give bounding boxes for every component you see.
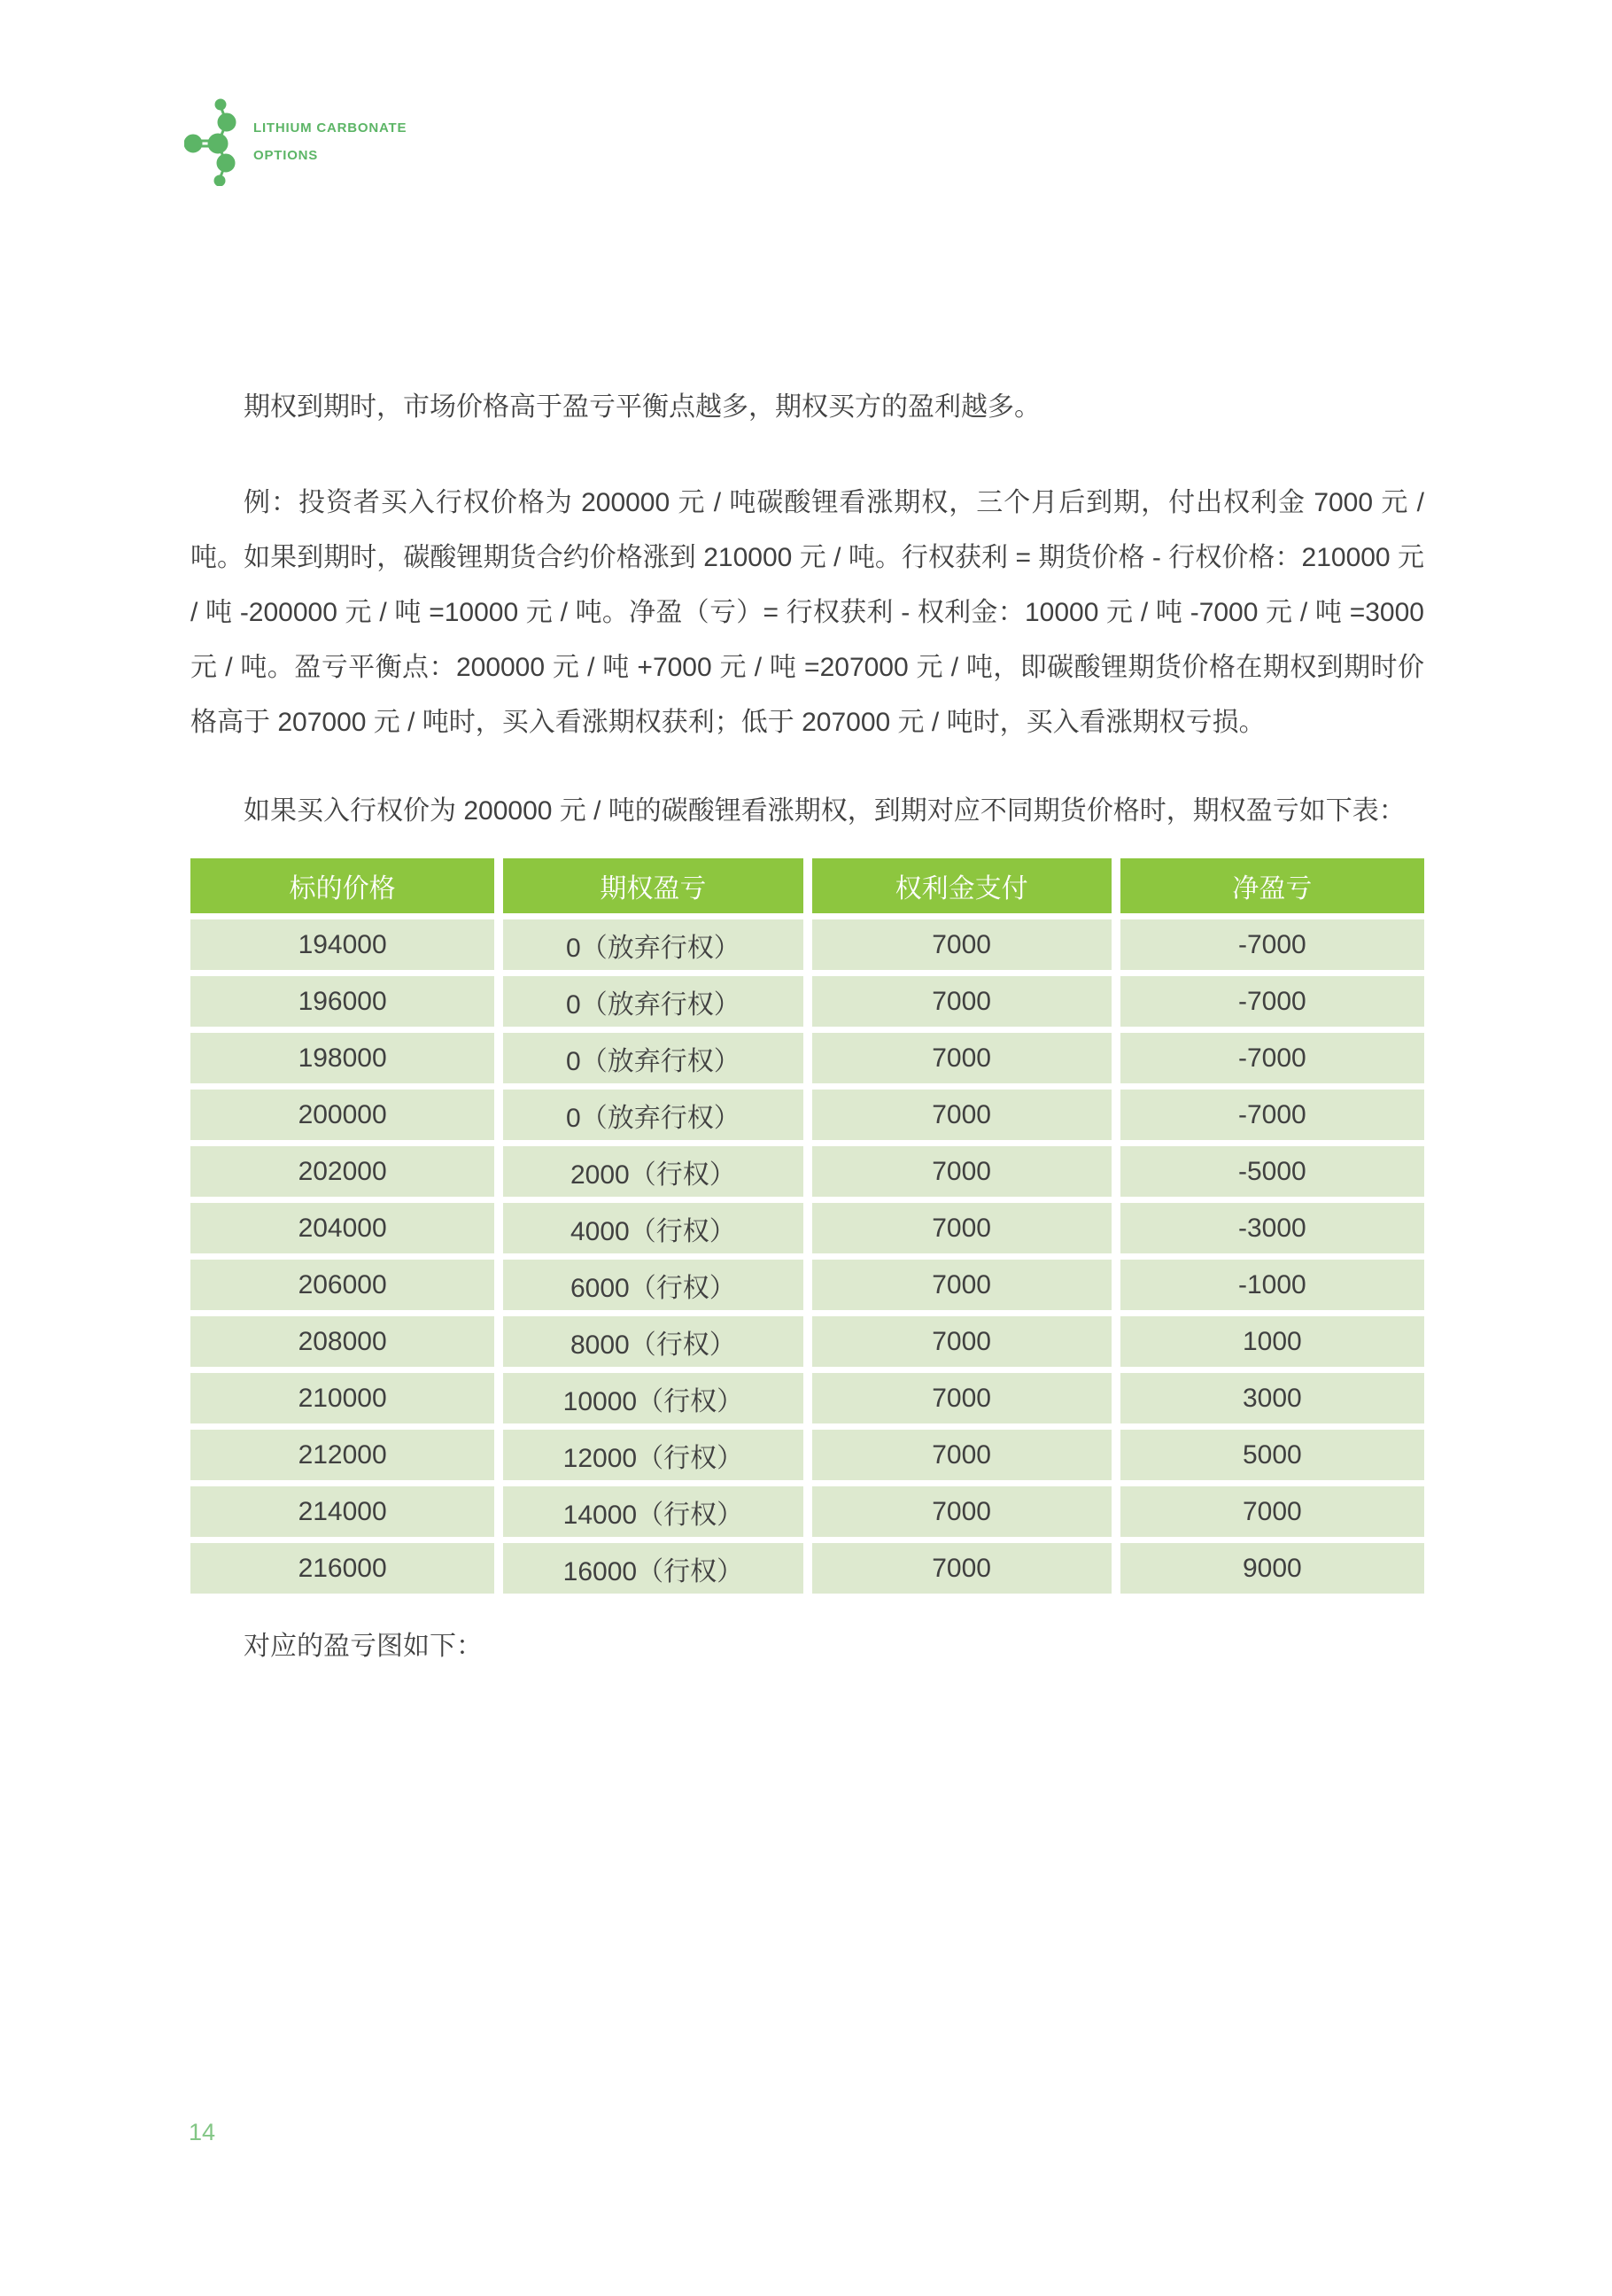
table-row [190, 1087, 1424, 1144]
table-cell: 212000 [190, 1427, 499, 1484]
table-cell: 0（放弃行权） [499, 973, 807, 1030]
table-row [190, 1484, 1424, 1540]
table-cell: 206000 [190, 1257, 499, 1314]
table-cell: 7000 [808, 1540, 1116, 1594]
table-cell: -5000 [1116, 1144, 1424, 1200]
table-row [190, 1314, 1424, 1370]
table-cell: 1000 [1116, 1314, 1424, 1370]
table-cell: 208000 [190, 1314, 499, 1370]
table-cell: 204000 [190, 1200, 499, 1257]
table-cell: -3000 [1116, 1200, 1424, 1257]
table-cell: 7000 [808, 1314, 1116, 1370]
logo-line1: LITHIUM CARBONATE [253, 120, 407, 136]
table-cell: 7000 [808, 1370, 1116, 1427]
table-cell: 5000 [1116, 1427, 1424, 1484]
table-cell: 0（放弃行权） [499, 1087, 807, 1144]
table-cell: 7000 [1116, 1484, 1424, 1540]
paragraph-example: 例：投资者买入行权价格为 200000 元 / 吨碳酸锂看涨期权，三个月后到期，付出权利金 7000 元 / 吨。如果到期时，碳酸锂期货合约价格涨到 210000 元 / 吨。行权获利 = 期货价格 - 行权价格：210000 元 / 吨 -200000 元 / 吨 =10000 元 / 吨。净盈（亏）= 行权获利 - 权利金：10000 元 / 吨 -7000 元 / 吨 =3000 元 / 吨。盈亏平衡点：200000 元 / 吨 +7000 元 / 吨 =207000 元 / 吨，即碳酸锂期货价格在期权到期时价格高于 207000 元 / 吨时，买入看涨期权获利；低于 207000 元 / 吨时，买入看涨期权亏损。 [190, 488, 1424, 737]
table-cell: 6000（行权） [499, 1257, 807, 1314]
table-cell: 14000（行权） [499, 1484, 807, 1540]
table-body [190, 917, 1424, 1594]
table-row [190, 1370, 1424, 1427]
table-header-cell: 期权盈亏 [499, 858, 807, 917]
table-header-cell: 标的价格 [190, 858, 499, 917]
logo-line2: OPTIONS [253, 148, 319, 163]
paragraph-chart-lead: 对应的盈亏图如下： [244, 1632, 483, 1661]
table-cell: -7000 [1116, 1030, 1424, 1087]
option-profit-table [190, 858, 1424, 1594]
table-row [190, 1144, 1424, 1200]
table-cell: 194000 [190, 917, 499, 973]
table-header-row [190, 858, 1424, 917]
table-cell: 216000 [190, 1540, 499, 1594]
table-cell: 7000 [808, 1484, 1116, 1540]
table-header [190, 858, 1424, 917]
paragraph-table-lead: 如果买入行权价为 200000 元 / 吨的碳酸锂看涨期权，到期对应不同期货价格时，期权盈亏如下表： [244, 796, 1406, 826]
table-row [190, 917, 1424, 973]
table-row [190, 1200, 1424, 1257]
table-cell: 214000 [190, 1484, 499, 1540]
table-row [190, 1427, 1424, 1484]
table-cell: 7000 [808, 917, 1116, 973]
table-cell: 210000 [190, 1370, 499, 1427]
table-cell: 7000 [808, 1144, 1116, 1200]
page-number: 14 [189, 2119, 216, 2145]
table-row [190, 1540, 1424, 1594]
table-cell: 7000 [808, 1087, 1116, 1144]
table-cell: 10000（行权） [499, 1370, 807, 1427]
table-cell: 196000 [190, 973, 499, 1030]
table-cell: 7000 [808, 973, 1116, 1030]
table-cell: 202000 [190, 1144, 499, 1200]
table-row [190, 1030, 1424, 1087]
table-cell: 9000 [1116, 1540, 1424, 1594]
table-cell: 7000 [808, 1200, 1116, 1257]
table-cell: -7000 [1116, 1087, 1424, 1144]
table-header-cell: 净盈亏 [1116, 858, 1424, 917]
table-cell: 8000（行权） [499, 1314, 807, 1370]
table-cell: -7000 [1116, 973, 1424, 1030]
table-cell: -1000 [1116, 1257, 1424, 1314]
table-cell: 0（放弃行权） [499, 917, 807, 973]
table-cell: 3000 [1116, 1370, 1424, 1427]
table-cell: 200000 [190, 1087, 499, 1144]
table-cell: -7000 [1116, 917, 1424, 973]
table-cell: 4000（行权） [499, 1200, 807, 1257]
table-row [190, 973, 1424, 1030]
paragraph-intro: 期权到期时，市场价格高于盈亏平衡点越多，期权买方的盈利越多。 [244, 392, 1041, 422]
table-cell: 16000（行权） [499, 1540, 807, 1594]
table-cell: 198000 [190, 1030, 499, 1087]
table-cell: 12000（行权） [499, 1427, 807, 1484]
table-cell: 7000 [808, 1030, 1116, 1087]
table-cell: 7000 [808, 1257, 1116, 1314]
page-content [190, 0, 1424, 1674]
table-header-cell: 权利金支付 [808, 858, 1116, 917]
table-cell: 7000 [808, 1427, 1116, 1484]
table-cell: 0（放弃行权） [499, 1030, 807, 1087]
table-row [190, 1257, 1424, 1314]
table-cell: 2000（行权） [499, 1144, 807, 1200]
